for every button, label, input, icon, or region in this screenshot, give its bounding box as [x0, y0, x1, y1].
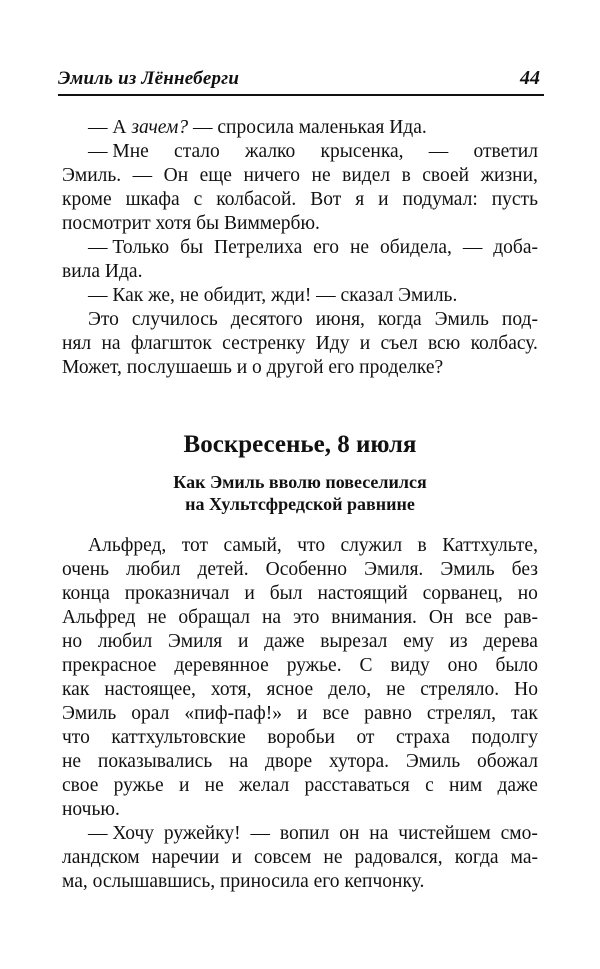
word: на [229, 751, 249, 772]
word: флагшток [130, 333, 212, 354]
text-line [62, 750, 538, 774]
word: так [511, 703, 538, 724]
word: совсем [253, 847, 312, 868]
text-line [62, 236, 538, 260]
word: наречии [151, 847, 220, 868]
word: обидела, [379, 237, 452, 258]
word: стало [174, 141, 220, 162]
word: на [369, 823, 389, 844]
word: конца [62, 583, 110, 604]
word: сорванец, [422, 583, 503, 604]
word: сестренку [222, 333, 306, 354]
text-line: ма, ослышавшись, приносила его кепчонку. [62, 871, 425, 892]
word: смо- [500, 823, 538, 844]
text-line: вила Ида. [62, 261, 143, 282]
word: с [193, 189, 203, 210]
word: подолгу [471, 727, 538, 748]
word: оно [447, 655, 478, 676]
word: он [339, 823, 360, 844]
word: кроме [62, 189, 112, 210]
text-line [62, 164, 538, 188]
text-line [62, 558, 538, 582]
emphasis: зачем? [131, 117, 189, 138]
running-head [58, 64, 544, 96]
word: крысенка, [320, 141, 404, 162]
paragraph [62, 284, 538, 308]
word: и [237, 631, 249, 652]
word: рав- [503, 607, 538, 628]
word: обращал [178, 607, 251, 628]
text-line: ночью. [62, 799, 120, 820]
word: стрелял, [426, 703, 497, 724]
word: ним [449, 775, 483, 796]
word: «пиф-паф!» [184, 703, 283, 724]
text-line: Может, послушаешь и о другой его проделке? [62, 357, 444, 378]
text-line [62, 702, 538, 726]
paragraph [62, 140, 538, 236]
word: был [269, 583, 303, 604]
word: Эмиль [440, 559, 495, 580]
word: под- [501, 309, 538, 330]
paragraph [62, 236, 538, 284]
word: ружье [113, 775, 164, 796]
word: с [425, 775, 434, 796]
word: — Только [88, 237, 170, 258]
word: Петрелиха [214, 237, 303, 258]
word: еще [199, 165, 232, 186]
word: все [465, 607, 492, 628]
word: обожал [476, 751, 538, 772]
word: настоящее, [104, 679, 196, 700]
text-line [62, 606, 538, 630]
running-head-title: Эмиль из Лённеберги [58, 68, 240, 89]
word: показывались [97, 751, 213, 772]
word: Эмиль [405, 751, 461, 772]
text-line [62, 846, 538, 870]
word: виду [390, 655, 430, 676]
text-line [62, 308, 538, 332]
word: даже [264, 631, 305, 652]
word: не [62, 751, 82, 772]
word: колбасой. [216, 189, 297, 210]
word: что [62, 727, 90, 748]
word: в [417, 535, 427, 556]
word: без [511, 559, 538, 580]
word: Вот [310, 189, 342, 210]
word: дерева [483, 631, 538, 652]
word: чистейшем [398, 823, 491, 844]
word: от [356, 727, 375, 748]
word: когда [454, 847, 499, 868]
word: подумал: [402, 189, 478, 210]
word: все [322, 703, 350, 724]
word: деревянное [174, 655, 269, 676]
word: настоящий [317, 583, 408, 604]
word: расставаться [304, 775, 410, 796]
word: даже [497, 775, 538, 796]
word: воробьи [267, 727, 335, 748]
word: своей [422, 165, 470, 186]
word: служил [340, 535, 403, 556]
word: это [292, 607, 320, 628]
word: стреляло. [420, 679, 500, 700]
word: и [359, 333, 371, 354]
word: свое [62, 775, 99, 796]
word: любил [126, 559, 181, 580]
word: — Мне [88, 141, 149, 162]
word: бы [180, 237, 204, 258]
paragraph [62, 308, 538, 380]
bottom-text-block [62, 534, 538, 894]
word: дворе [265, 751, 313, 772]
word: — [250, 823, 271, 844]
word: ружье. [286, 655, 342, 676]
word: жалко [245, 141, 296, 162]
word: тот [181, 535, 209, 556]
header-rule [58, 94, 544, 96]
word: в [401, 165, 411, 186]
word: ландском [62, 847, 140, 868]
word: но [517, 583, 538, 604]
word: на [101, 333, 121, 354]
word: как [62, 679, 90, 700]
word: прекрасное [62, 655, 157, 676]
word: любил [97, 631, 153, 652]
word: дело, [328, 679, 372, 700]
section-subtitle-line-2: на Хультсфредской равнине [185, 494, 415, 514]
word: Эмиль [62, 703, 117, 724]
word: — Хочу [88, 823, 155, 844]
word: доба- [493, 237, 538, 258]
word: ответил [473, 141, 538, 162]
word: не [349, 237, 370, 258]
word: Альфред [62, 607, 136, 628]
text-line [62, 774, 538, 798]
word: детей. [197, 559, 249, 580]
text-line: посмотрит хотя бы Виммербю. [62, 213, 320, 234]
text-line [62, 654, 538, 678]
word: ничего [243, 165, 301, 186]
word: вырезал [320, 631, 388, 652]
word: не [147, 607, 167, 628]
word: видел [342, 165, 391, 186]
word: Он [163, 165, 189, 186]
text-line [62, 188, 538, 212]
word: внимания. [331, 607, 417, 628]
word: съел [380, 333, 418, 354]
word: пусть [491, 189, 538, 210]
word: Альфред, [88, 535, 167, 556]
section-subtitle [0, 471, 600, 515]
word: и [178, 775, 190, 796]
word: Каттхульте, [442, 535, 538, 556]
word: всю [427, 333, 461, 354]
word: десятого [230, 309, 303, 330]
word: проказничал [124, 583, 230, 604]
word: Эмиль. [62, 165, 122, 186]
text-line [62, 678, 538, 702]
word: — [462, 237, 483, 258]
text-line: — А зачем? — спросила маленькая Ида. [88, 117, 427, 138]
word: Эмиля [167, 631, 223, 652]
word: Особенно [265, 559, 348, 580]
word: самый, [223, 535, 282, 556]
word: Он [428, 607, 454, 628]
word: орал [131, 703, 170, 724]
word: из [449, 631, 468, 652]
word: ма- [510, 847, 538, 868]
word: июня, [315, 309, 365, 330]
paragraph [62, 116, 538, 140]
section-subtitle-line-1: Как Эмиль вволю повеселился [173, 472, 427, 492]
word: колбасу. [470, 333, 538, 354]
word: и [231, 847, 242, 868]
word: ружейку! [163, 823, 241, 844]
page-number: 44 [520, 67, 540, 89]
word: случилось [131, 309, 218, 330]
word: ему [403, 631, 434, 652]
word: и [297, 703, 308, 724]
word: вопил [279, 823, 330, 844]
paragraph [62, 534, 538, 822]
word: и [244, 583, 255, 604]
word: нял [62, 333, 92, 354]
word: его [313, 237, 340, 258]
word: но [62, 631, 83, 652]
section-title: Воскресенье, 8 июля [183, 431, 417, 458]
word: Иду [315, 333, 350, 354]
word: — [132, 165, 153, 186]
word: равно [364, 703, 412, 724]
word: страха [395, 727, 450, 748]
word: Это [88, 309, 119, 330]
text-line: — Как же, не обидит, жди! — сказал Эмиль. [88, 285, 458, 306]
text-line [62, 140, 538, 164]
word: ясное [266, 679, 314, 700]
word: и [378, 189, 389, 210]
word: желал [239, 775, 290, 796]
word: — [428, 141, 449, 162]
word: Но [514, 679, 538, 700]
word: хутора. [328, 751, 390, 772]
word: не [204, 775, 224, 796]
word: когда [377, 309, 422, 330]
word: было [495, 655, 538, 676]
text-line [62, 630, 538, 654]
word: хотя, [210, 679, 252, 700]
word: не [311, 165, 331, 186]
word: жизни, [480, 165, 538, 186]
text-line [62, 332, 538, 356]
word: что [297, 535, 326, 556]
text-line [62, 582, 538, 606]
word: каттхультовские [111, 727, 246, 748]
paragraph [62, 822, 538, 894]
word: радовался, [354, 847, 443, 868]
text-line [62, 822, 538, 846]
word: не [386, 679, 406, 700]
word: С [359, 655, 373, 676]
word: Эмиля. [364, 559, 424, 580]
word: я [355, 189, 365, 210]
word: Эмиль [434, 309, 489, 330]
word: очень [62, 559, 110, 580]
top-text-block [62, 116, 538, 380]
word: не [323, 847, 343, 868]
word: на [261, 607, 282, 628]
word: шкафа [125, 189, 180, 210]
text-line [62, 534, 538, 558]
text-line [62, 726, 538, 750]
